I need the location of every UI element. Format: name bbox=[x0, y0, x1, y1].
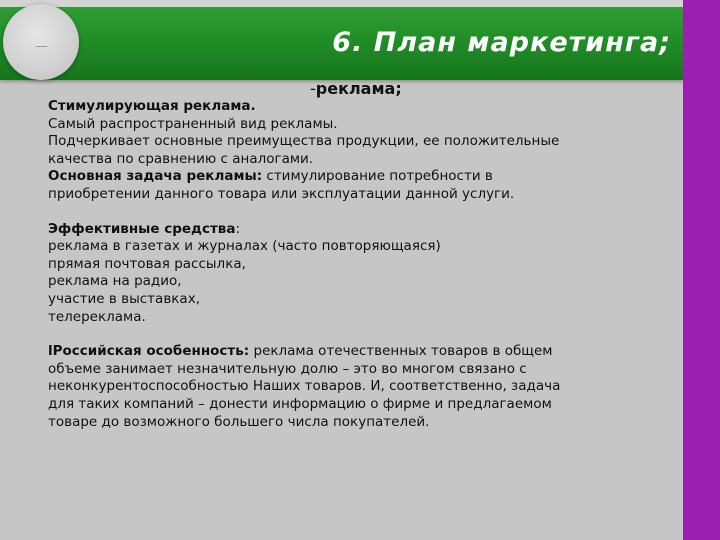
section1-task bbox=[48, 168, 673, 186]
logo-dash-icon bbox=[36, 46, 47, 47]
section3-line-5: товаре до возможного большего числа покупателей. bbox=[48, 413, 430, 430]
section2-heading-colon: : bbox=[235, 220, 241, 237]
section3-line-3: неконкурентоспособностью Наших товаров. И, соответственно, задача bbox=[48, 378, 561, 395]
subheading bbox=[48, 80, 673, 98]
section2-heading bbox=[48, 221, 673, 239]
slide-title: 6. План маркетинга; bbox=[332, 27, 671, 58]
subheading-text: реклама; bbox=[315, 79, 402, 98]
title-band-top-strip bbox=[0, 0, 683, 7]
title-band bbox=[0, 7, 683, 80]
slide-content bbox=[48, 80, 673, 431]
right-accent-bar bbox=[683, 0, 720, 540]
task-label: Основная задача рекламы: bbox=[48, 168, 263, 185]
spacer bbox=[48, 326, 673, 343]
spacer bbox=[48, 204, 673, 221]
list-item: реклама на радио, bbox=[48, 273, 182, 290]
section1-task-line-2: приобретении данного товара или эксплуатации данной услуги. bbox=[48, 185, 515, 202]
section3-line-4: для таких компаний – донести информацию о фирме и предлагаемом bbox=[48, 395, 552, 412]
section1-line-1: Самый распространенный вид рекламы. bbox=[48, 115, 338, 132]
section1-line-3: качества по сравнению с аналогами. bbox=[48, 150, 314, 167]
section1-heading: Стимулирующая реклама. bbox=[48, 98, 256, 114]
list-item: участие в выставках, bbox=[48, 290, 200, 307]
section3-text-1: реклама отечественных товаров в общем bbox=[249, 343, 553, 360]
section3-label: lРоссийская особенность: bbox=[48, 343, 250, 360]
subheading-dash: - bbox=[310, 79, 316, 98]
section1-line-2: Подчеркивает основные преимущества продукции, ее положительные bbox=[48, 133, 560, 150]
section3-first-line bbox=[48, 343, 673, 361]
list-item: реклама в газетах и журналах (часто повторяющаяся) bbox=[48, 238, 441, 255]
logo-circle bbox=[3, 4, 79, 80]
section2-heading-text: Эффективные средства bbox=[48, 220, 236, 237]
section3-line-2: объеме занимает незначительную долю – это во многом связано с bbox=[48, 360, 527, 377]
list-item: прямая почтовая рассылка, bbox=[48, 255, 246, 272]
task-text-1: стимулирование потребности в bbox=[262, 168, 493, 185]
list-item: телереклама. bbox=[48, 308, 146, 325]
